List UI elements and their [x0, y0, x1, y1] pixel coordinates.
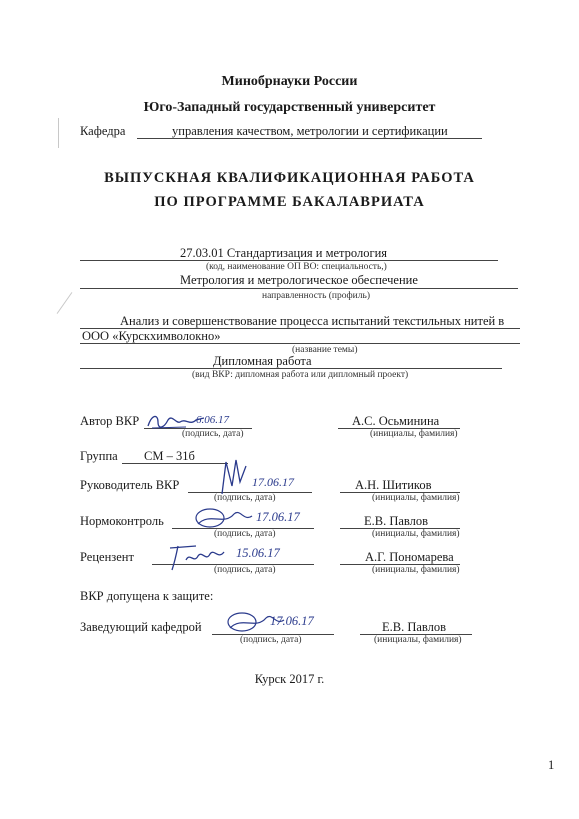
reviewer-name-caption: (инициалы, фамилия)	[372, 565, 460, 575]
supervisor-label: Руководитель ВКР	[80, 478, 180, 492]
admitted-text: ВКР допущена к защите:	[80, 589, 214, 603]
head-label: Заведующий кафедрой	[80, 620, 202, 634]
author-date: 6.06.17	[196, 414, 229, 426]
head-name-caption: (инициалы, фамилия)	[374, 635, 462, 645]
reviewer-label: Рецензент	[80, 550, 134, 564]
university-heading: Юго-Западный государственный университет	[143, 100, 436, 115]
supervisor-date: 17.06.17	[252, 475, 294, 489]
reviewer-date: 15.06.17	[236, 546, 280, 560]
group-label: Группа	[80, 449, 118, 463]
head-date: 17.06.17	[270, 614, 314, 628]
supervisor-name: А.Н. Шитиков	[355, 478, 432, 492]
supervisor-signature-icon	[216, 456, 252, 496]
program-caption: (код, наименование ОП ВО: специальность,)	[206, 262, 387, 272]
reviewer-name: А.Г. Пономарева	[365, 550, 454, 564]
normcontrol-name: Е.В. Павлов	[364, 514, 429, 528]
department-value: управления качеством, метрологии и сертификации	[172, 124, 448, 138]
scan-artifact	[57, 292, 73, 314]
author-label: Автор ВКР	[80, 414, 140, 428]
topic-line1: Анализ и совершенствование процесса испытаний текстильных нитей в	[120, 314, 505, 328]
normcontrol-label: Нормоконтроль	[80, 514, 164, 528]
topic-caption: (название темы)	[292, 345, 358, 355]
page-number: 1	[548, 758, 555, 772]
profile-underline	[80, 288, 518, 289]
normcontrol-name-caption: (инициалы, фамилия)	[372, 529, 460, 539]
work-type-caption: (вид ВКР: дипломная работа или дипломный проект)	[192, 370, 409, 380]
ministry-heading: Минобрнауки России	[221, 74, 358, 89]
normcontrol-signature-icon	[194, 504, 254, 532]
normcontrol-date: 17.06.17	[256, 510, 300, 524]
author-name: А.С. Осьминина	[352, 414, 440, 428]
supervisor-sign-caption: (подпись, дата)	[214, 493, 276, 503]
head-sign-caption: (подпись, дата)	[240, 635, 302, 645]
author-sign-caption: (подпись, дата)	[182, 429, 244, 439]
reviewer-sign-caption: (подпись, дата)	[214, 565, 276, 575]
head-name: Е.В. Павлов	[382, 620, 447, 634]
supervisor-name-caption: (инициалы, фамилия)	[372, 493, 460, 503]
department-label: Кафедра	[80, 124, 126, 138]
scan-artifact	[58, 118, 59, 148]
topic-line2: ООО «Курскхимволокно»	[82, 329, 221, 343]
work-title-line2: ПО ПРОГРАММЕ БАКАЛАВРИАТА	[154, 194, 425, 210]
profile-caption: направленность (профиль)	[262, 291, 370, 301]
group-value: СМ – 31б	[144, 449, 195, 463]
program-code: 27.03.01 Стандартизация и метрология	[180, 246, 388, 260]
work-title-line1: ВЫПУСКНАЯ КВАЛИФИКАЦИОННАЯ РАБОТА	[104, 170, 475, 186]
author-name-caption: (инициалы, фамилия)	[370, 429, 458, 439]
normcontrol-sign-caption: (подпись, дата)	[214, 529, 276, 539]
work-type-value: Дипломная работа	[213, 354, 312, 368]
profile-value: Метрология и метрологическое обеспечение	[180, 273, 418, 287]
city-year: Курск 2017 г.	[254, 672, 325, 686]
